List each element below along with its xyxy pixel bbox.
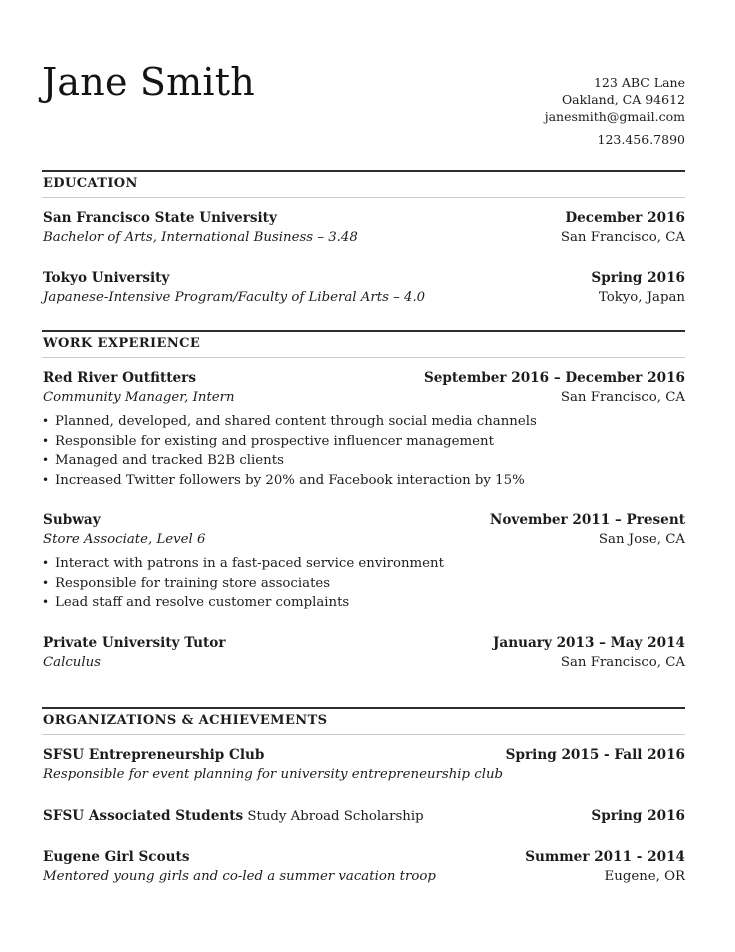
bullet-text: Managed and tracked B2B clients (55, 453, 284, 468)
entry-title-row (42, 268, 685, 288)
bullet-text: Increased Twitter followers by 20% and Facebook interaction by 15% (55, 472, 525, 488)
entry-title-row (42, 368, 685, 388)
org-entry-associated-students (42, 805, 685, 827)
entry-subtitle: Community Manager, Intern (43, 390, 235, 405)
entry-title-row (42, 510, 685, 530)
entry-location: Eugene, OR (604, 868, 685, 884)
entry-date: Spring 2015 - Fall 2016 (505, 746, 685, 763)
section-education (42, 170, 685, 308)
entry-title-row (42, 745, 685, 765)
entry-subtitle: Store Associate, Level 6 (43, 532, 206, 547)
work-entry-private-tutor (42, 633, 685, 673)
entry-location: San Francisco, CA (560, 390, 685, 405)
entry-location: San Jose, CA (598, 532, 685, 547)
entry-title: Tokyo University (43, 270, 170, 286)
contact-address-line1: 123 ABC Lane (593, 75, 685, 90)
entry-location: Tokyo, Japan (598, 290, 685, 305)
bullet-item (42, 574, 685, 594)
work-entry-red-river-outfitters (42, 368, 685, 490)
section-heading-education: EDUCATION (42, 170, 685, 198)
bullet-icon: • (42, 433, 50, 448)
contact-phone: 123.456.7890 (597, 132, 685, 147)
section-organizations (42, 707, 685, 887)
section-heading-work-experience: WORK EXPERIENCE (42, 330, 685, 358)
entry-title: SFSU Associated Students (43, 807, 244, 824)
entry-subtitle-row (42, 288, 685, 308)
contact-address-line2: Oakland, CA 94612 (561, 92, 685, 107)
bullet-icon: • (42, 556, 50, 570)
bullet-list (42, 554, 685, 613)
entry-title: San Francisco State University (43, 210, 277, 226)
bullet-text: Interact with patrons in a fast-paced service environment (55, 556, 444, 571)
bullet-text: Lead staff and resolve customer complaints (55, 595, 350, 610)
entry-title: Private University Tutor (43, 634, 226, 651)
bullet-item (42, 451, 685, 471)
entry-date: December 2016 (565, 210, 685, 226)
entry-subtitle-row (42, 653, 685, 673)
org-entry-entrepreneurship-club (42, 745, 685, 785)
entry-title: Subway (43, 512, 101, 528)
section-work-experience (42, 330, 685, 673)
entry-date: January 2013 – May 2014 (492, 634, 685, 651)
entry-date: Spring 2016 (591, 270, 685, 286)
entry-subtitle: Responsible for event planning for university entrepreneurship club (43, 766, 504, 782)
org-entry-girl-scouts (42, 847, 685, 887)
entry-title: Red River Outfitters (43, 370, 196, 386)
education-entry-tokyo (42, 268, 685, 308)
entry-title: SFSU Entrepreneurship Club (43, 746, 265, 763)
entry-date: September 2016 – December 2016 (423, 370, 685, 386)
entry-title-row (42, 847, 685, 867)
entry-subtitle-row (42, 228, 685, 248)
entry-subtitle-row (42, 765, 685, 785)
entry-title: Eugene Girl Scouts (43, 848, 190, 865)
entry-subtitle-row (42, 867, 685, 887)
bullet-icon: • (42, 575, 50, 590)
entry-subtitle-row (42, 388, 685, 408)
bullet-item (42, 554, 685, 574)
entry-subtitle: Bachelor of Arts, International Business – 3.48 (43, 230, 358, 245)
entry-title-row (42, 208, 685, 228)
entry-date: November 2011 – Present (489, 512, 685, 528)
contact-email: janesmith@gmail.com (544, 109, 685, 124)
bullet-text: Planned, developed, and shared content through social media channels (55, 414, 537, 429)
bullet-icon: • (42, 472, 50, 487)
bullet-text: Responsible for training store associates (55, 575, 331, 591)
contact-info (545, 74, 685, 148)
work-entry-subway (42, 510, 685, 613)
entry-title-row (42, 805, 685, 827)
bullet-icon: • (42, 414, 50, 428)
entry-location: San Francisco, CA (560, 654, 685, 670)
entry-title-row (42, 633, 685, 653)
entry-title-group (43, 805, 424, 827)
bullet-list (42, 412, 685, 490)
bullet-icon: • (42, 453, 50, 467)
resume-header (42, 62, 685, 148)
entry-subtitle: Mentored young girls and co-led a summer vacation troop (43, 868, 436, 884)
entry-subtitle: Japanese-Intensive Program/Faculty of Liberal Arts – 4.0 (43, 290, 426, 305)
section-heading-organizations: ORGANIZATIONS & ACHIEVEMENTS (42, 707, 685, 735)
entry-title-suffix: Study Abroad Scholarship (243, 808, 424, 824)
bullet-item (42, 593, 685, 613)
entry-date: Spring 2016 (591, 807, 685, 824)
entry-location: San Francisco, CA (560, 230, 685, 245)
bullet-icon: • (42, 595, 50, 609)
bullet-item (42, 471, 685, 491)
bullet-text: Responsible for existing and prospective influencer management (55, 433, 494, 449)
bullet-item (42, 412, 685, 432)
education-entry-sfsu (42, 208, 685, 248)
entry-subtitle-row (42, 530, 685, 550)
entry-subtitle: Calculus (43, 654, 102, 670)
entry-date: Summer 2011 - 2014 (525, 848, 685, 865)
bullet-item (42, 432, 685, 452)
person-name: Jane Smith (42, 60, 255, 104)
